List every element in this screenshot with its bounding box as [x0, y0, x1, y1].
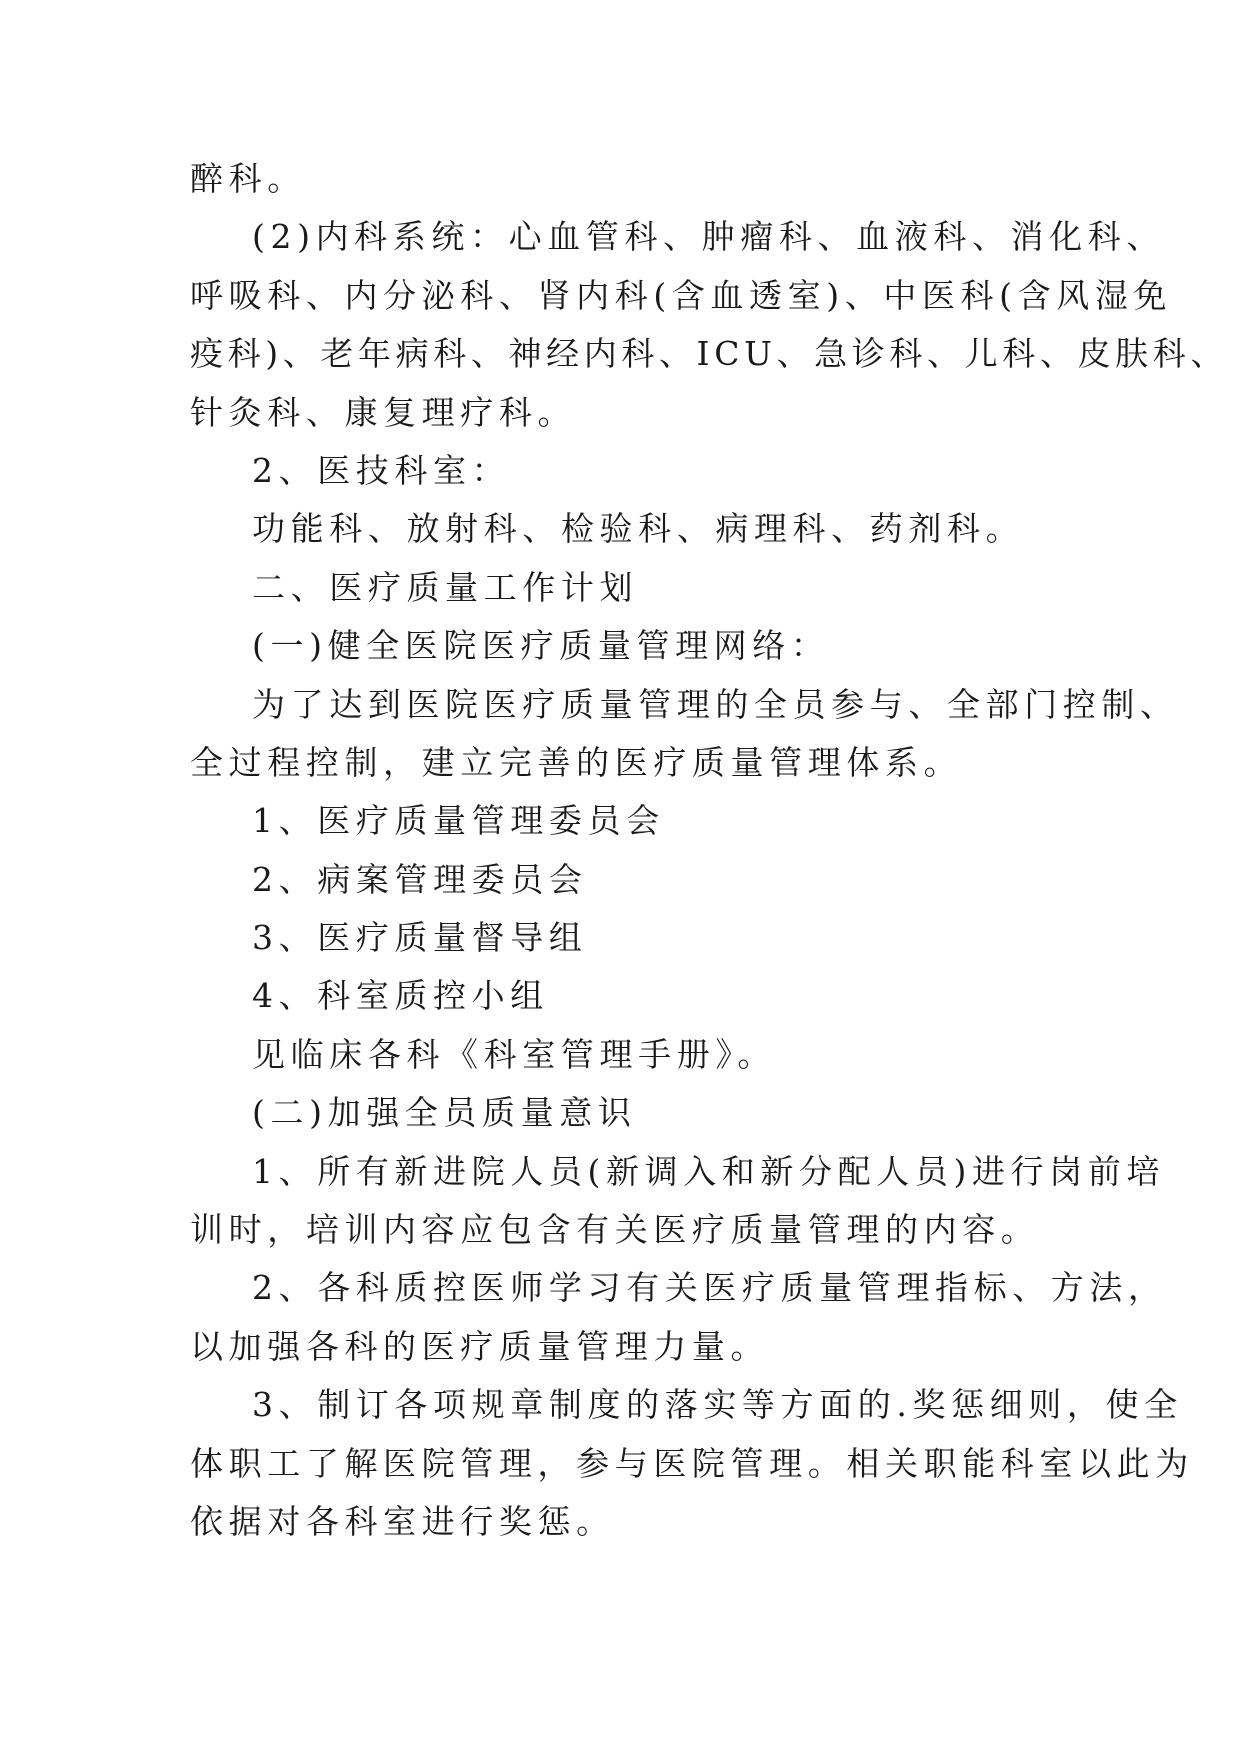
text-line: 体职工了解医院管理，参与医院管理。相关职能科室以此为	[190, 1443, 1194, 1483]
text-line: 为了达到医院医疗质量管理的全员参与、全部门控制、	[252, 684, 1179, 724]
text-line: (二)加强全员质量意识	[252, 1093, 637, 1133]
text-line: 2、医技科室：	[252, 450, 511, 490]
text-line: 全过程控制，建立完善的医疗质量管理体系。	[190, 742, 963, 782]
text-line: 1、医疗质量管理委员会	[252, 801, 665, 841]
text-line: 二、医疗质量工作计划	[252, 567, 639, 607]
text-line: 呼吸科、内分泌科、肾内科(含血透室)、中医科(含风湿免	[190, 275, 1173, 315]
text-line: 疫科)、老年病科、神经内科、ICU、急诊科、儿科、皮肤科、	[190, 334, 1228, 374]
text-line: 1、所有新进院人员(新调入和新分配人员)进行岗前培	[252, 1151, 1165, 1191]
document-body	[190, 150, 1228, 1551]
text-line: 功能科、放射科、检验科、病理科、药剂科。	[252, 509, 1025, 549]
text-line: 针灸科、康复理疗科。	[190, 392, 577, 432]
text-line: 3、医疗质量督导组	[252, 918, 588, 958]
text-line: 见临床各科《科室管理手册》。	[252, 1034, 777, 1074]
text-line: 2、病案管理委员会	[252, 859, 588, 899]
text-line: 训时，培训内容应包含有关医疗质量管理的内容。	[190, 1210, 1040, 1250]
text-line: 3、制订各项规章制度的落实等方面的.奖惩细则，使全	[252, 1385, 1183, 1425]
text-line: 2、各科质控医师学习有关医疗质量管理指标、方法，	[252, 1268, 1167, 1308]
text-line: 4、科室质控小组	[252, 976, 549, 1016]
text-line: 醉科。	[190, 159, 306, 198]
text-line: 以加强各科的医疗质量管理力量。	[190, 1326, 770, 1366]
text-line: (一)健全医院医疗质量管理网络：	[252, 626, 830, 666]
text-line: (2)内科系统：心血管科、肿瘤科、血液科、消化科、	[252, 217, 1165, 257]
text-line: 依据对各科室进行奖惩。	[190, 1501, 615, 1541]
